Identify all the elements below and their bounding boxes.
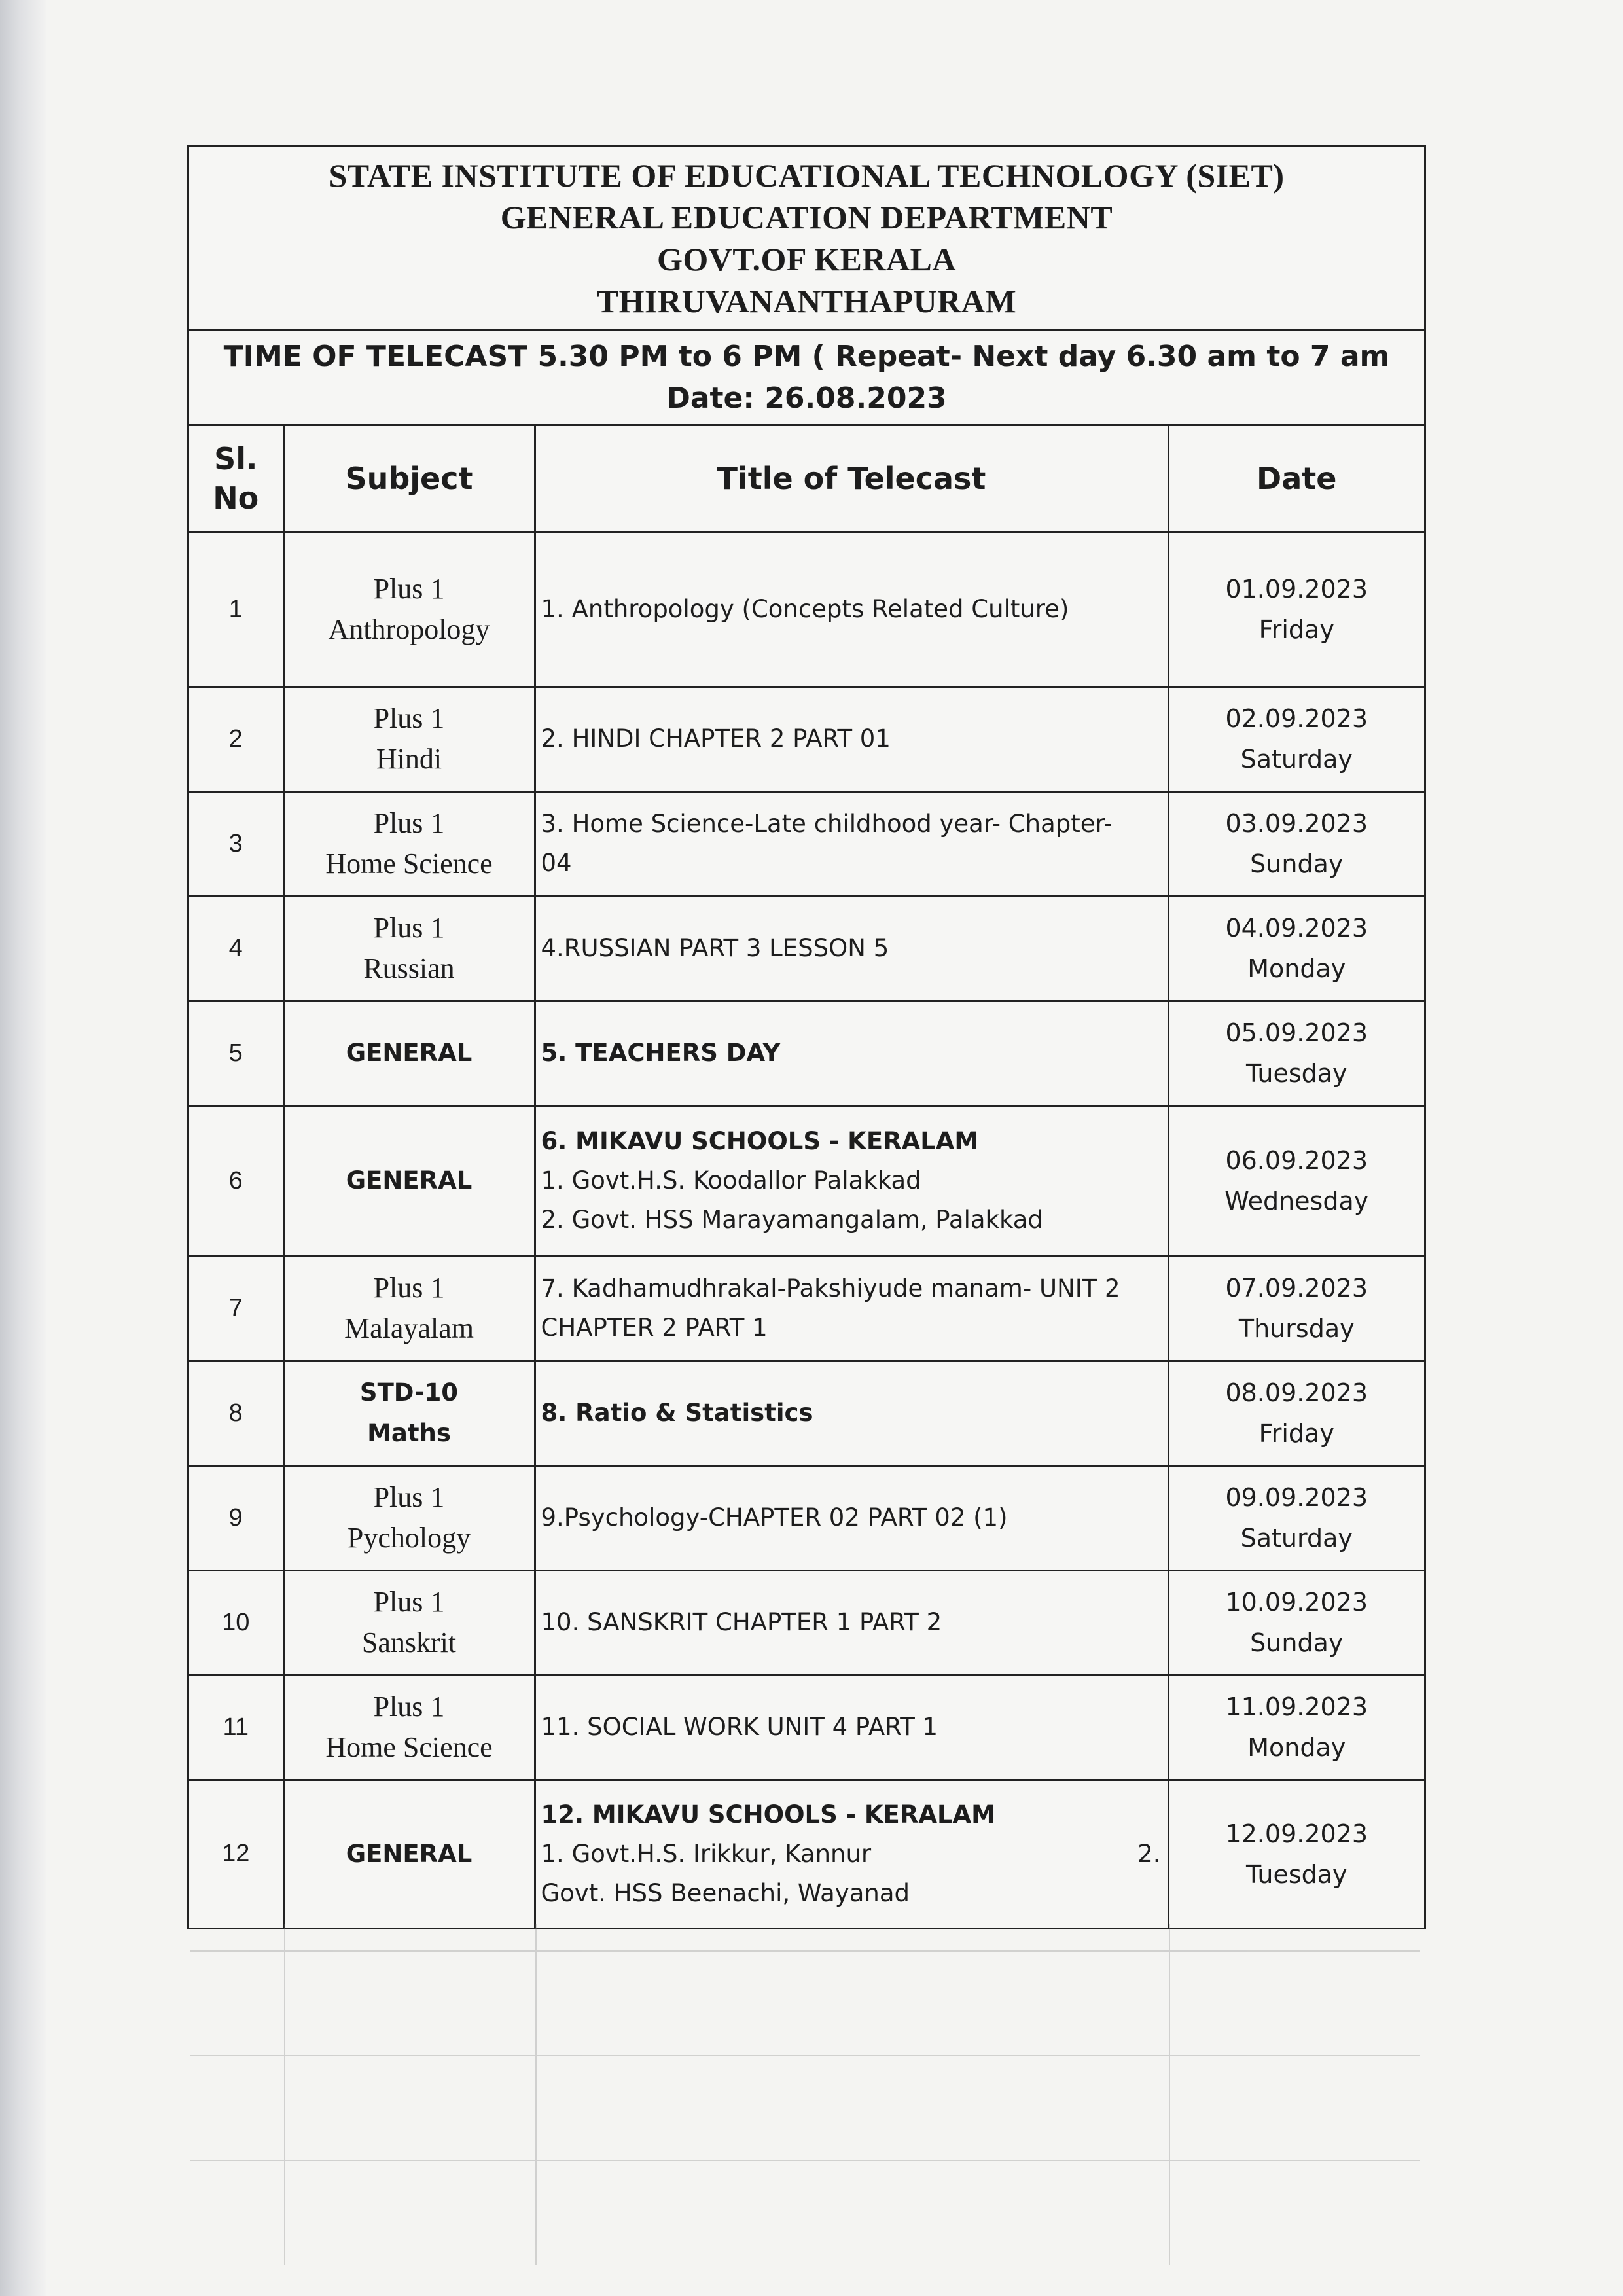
title-line: 4.RUSSIAN PART 3 LESSON 5 — [541, 934, 889, 962]
row-number: 8 — [189, 1361, 283, 1465]
row-number: 3 — [189, 791, 283, 896]
header-line-4: THIRUVANANTHAPURAM — [596, 283, 1017, 319]
table-row — [189, 1780, 1424, 1928]
title-part: 2. — [1137, 1839, 1161, 1868]
title-line: 3. Home Science-Late childhood year- Chapter- — [541, 810, 1113, 838]
date-value: 02.09.2023 — [1225, 704, 1368, 733]
col-title: Title of Telecast — [535, 426, 1168, 532]
table-body — [189, 532, 1424, 1928]
row-number: 4 — [189, 896, 283, 1001]
row-date — [1168, 1361, 1424, 1465]
subject-line: STD-10 — [359, 1378, 459, 1407]
row-number: 6 — [189, 1105, 283, 1256]
table-row — [189, 1570, 1424, 1675]
row-title — [535, 1465, 1168, 1570]
row-subject — [283, 1780, 535, 1928]
page-edge-shadow — [0, 0, 46, 2296]
title-line: 1. Anthropology (Concepts Related Culture) — [541, 595, 1069, 623]
subject-line: Plus 1 — [373, 1272, 445, 1304]
row-date — [1168, 1570, 1424, 1675]
row-subject — [283, 1465, 535, 1570]
subject-line: GENERAL — [346, 1839, 473, 1868]
table-row — [189, 532, 1424, 687]
title-line: CHAPTER 2 PART 1 — [541, 1314, 768, 1342]
subject-line: GENERAL — [346, 1039, 473, 1067]
date-value: 10.09.2023 — [1225, 1588, 1368, 1617]
title-line: 11. SOCIAL WORK UNIT 4 PART 1 — [541, 1713, 938, 1741]
schedule-table — [189, 426, 1424, 1928]
document-date: Date: 26.08.2023 — [666, 382, 947, 415]
title-line: 2. Govt. HSS Marayamangalam, Palakkad — [541, 1206, 1043, 1234]
institution-header — [189, 147, 1424, 331]
subject-line: Plus 1 — [373, 912, 445, 944]
title-split-line — [541, 1835, 1161, 1874]
row-number: 2 — [189, 687, 283, 791]
row-number: 1 — [189, 532, 283, 687]
row-number: 12 — [189, 1780, 283, 1928]
table-row — [189, 1001, 1424, 1105]
row-date — [1168, 791, 1424, 896]
title-line: 2. HINDI CHAPTER 2 PART 01 — [541, 725, 891, 753]
date-value: 05.09.2023 — [1225, 1018, 1368, 1047]
subject-line: Plus 1 — [373, 1586, 445, 1618]
row-date — [1168, 1465, 1424, 1570]
title-part: 1. Govt.H.S. Irikkur, Kannur — [541, 1839, 872, 1868]
col-subject: Subject — [283, 426, 535, 532]
row-number: 7 — [189, 1256, 283, 1361]
row-date — [1168, 1256, 1424, 1361]
row-title — [535, 1105, 1168, 1256]
date-value: 01.09.2023 — [1225, 575, 1368, 603]
bleed-through-shadow — [190, 1924, 1420, 2265]
table-row — [189, 896, 1424, 1001]
col-date: Date — [1168, 426, 1424, 532]
schedule-document — [187, 145, 1426, 1929]
row-number: 10 — [189, 1570, 283, 1675]
title-line: 9.Psychology-CHAPTER 02 PART 02 (1) — [541, 1503, 1008, 1532]
row-title — [535, 1256, 1168, 1361]
day-value: Tuesday — [1245, 1059, 1347, 1088]
row-date — [1168, 1780, 1424, 1928]
date-value: 04.09.2023 — [1225, 914, 1368, 942]
subject-line: Home Science — [325, 1731, 493, 1763]
header-line-2: GENERAL EDUCATION DEPARTMENT — [500, 199, 1113, 236]
subject-line: Plus 1 — [373, 807, 445, 839]
row-subject — [283, 1105, 535, 1256]
subject-line: Russian — [363, 952, 455, 984]
date-value: 07.09.2023 — [1225, 1274, 1368, 1302]
row-subject — [283, 1256, 535, 1361]
row-subject — [283, 791, 535, 896]
row-date — [1168, 687, 1424, 791]
date-value: 11.09.2023 — [1225, 1693, 1368, 1721]
date-value: 03.09.2023 — [1225, 809, 1368, 838]
subject-line: Anthropology — [328, 613, 490, 645]
day-value: Monday — [1247, 1733, 1346, 1762]
table-header-row — [189, 426, 1424, 532]
row-title — [535, 532, 1168, 687]
subject-line: Plus 1 — [373, 1691, 445, 1723]
title-line: 10. SANSKRIT CHAPTER 1 PART 2 — [541, 1608, 942, 1636]
day-value: Saturday — [1240, 745, 1353, 774]
day-value: Saturday — [1240, 1524, 1353, 1552]
row-title — [535, 1361, 1168, 1465]
row-title — [535, 1675, 1168, 1780]
title-line: 8. Ratio & Statistics — [541, 1399, 813, 1427]
table-row — [189, 687, 1424, 791]
row-number: 9 — [189, 1465, 283, 1570]
subject-line: Pychology — [347, 1522, 471, 1554]
table-row — [189, 1105, 1424, 1256]
row-date — [1168, 896, 1424, 1001]
row-date — [1168, 1105, 1424, 1256]
row-date — [1168, 1001, 1424, 1105]
row-title — [535, 791, 1168, 896]
day-value: Tuesday — [1245, 1859, 1347, 1889]
date-value: 12.09.2023 — [1225, 1819, 1368, 1848]
subject-line: Maths — [367, 1419, 451, 1447]
row-subject — [283, 687, 535, 791]
title-line: 1. Govt.H.S. Koodallor Palakkad — [541, 1166, 921, 1194]
subject-line: Hindi — [376, 743, 442, 775]
title-line: 04 — [541, 849, 572, 877]
title-heading: 6. MIKAVU SCHOOLS - KERALAM — [541, 1127, 979, 1155]
row-title — [535, 687, 1168, 791]
row-subject — [283, 1675, 535, 1780]
row-number: 5 — [189, 1001, 283, 1105]
table-row — [189, 1361, 1424, 1465]
table-row — [189, 791, 1424, 896]
telecast-time-block — [189, 331, 1424, 426]
day-value: Monday — [1247, 954, 1346, 983]
day-value: Sunday — [1250, 850, 1344, 878]
day-value: Thursday — [1238, 1314, 1355, 1343]
row-date — [1168, 1675, 1424, 1780]
row-title — [535, 896, 1168, 1001]
row-date — [1168, 532, 1424, 687]
date-value: 09.09.2023 — [1225, 1483, 1368, 1512]
day-value: Sunday — [1250, 1628, 1344, 1657]
title-line: 5. TEACHERS DAY — [541, 1039, 781, 1067]
row-number: 11 — [189, 1675, 283, 1780]
row-subject — [283, 1001, 535, 1105]
subject-line: Sanskrit — [361, 1626, 457, 1659]
row-subject — [283, 532, 535, 687]
row-title — [535, 1780, 1168, 1928]
header-line-1: STATE INSTITUTE OF EDUCATIONAL TECHNOLOGY (SIET) — [329, 157, 1285, 194]
table-row — [189, 1465, 1424, 1570]
title-line: Govt. HSS Beenachi, Wayanad — [541, 1878, 910, 1907]
row-title — [535, 1570, 1168, 1675]
subject-line: Plus 1 — [373, 573, 445, 605]
col-sl-no: Sl. No — [189, 426, 283, 532]
table-row — [189, 1256, 1424, 1361]
title-heading: 12. MIKAVU SCHOOLS - KERALAM — [541, 1800, 995, 1829]
telecast-time: TIME OF TELECAST 5.30 PM to 6 PM ( Repeat- Next day 6.30 am to 7 am — [223, 340, 1390, 373]
subject-line: GENERAL — [346, 1166, 473, 1194]
header-line-3: GOVT.OF KERALA — [656, 241, 957, 278]
subject-line: Plus 1 — [373, 1481, 445, 1513]
subject-line: Home Science — [325, 848, 493, 880]
day-value: Friday — [1258, 615, 1334, 644]
row-subject — [283, 1570, 535, 1675]
title-line: 7. Kadhamudhrakal-Pakshiyude manam- UNIT 2 — [541, 1274, 1120, 1302]
table-row — [189, 1675, 1424, 1780]
subject-line: Malayalam — [344, 1312, 474, 1344]
date-value: 08.09.2023 — [1225, 1378, 1368, 1407]
date-value: 06.09.2023 — [1225, 1146, 1368, 1175]
row-subject — [283, 896, 535, 1001]
day-value: Friday — [1258, 1419, 1334, 1448]
row-subject — [283, 1361, 535, 1465]
day-value: Wednesday — [1224, 1187, 1369, 1215]
row-title — [535, 1001, 1168, 1105]
subject-line: Plus 1 — [373, 702, 445, 734]
